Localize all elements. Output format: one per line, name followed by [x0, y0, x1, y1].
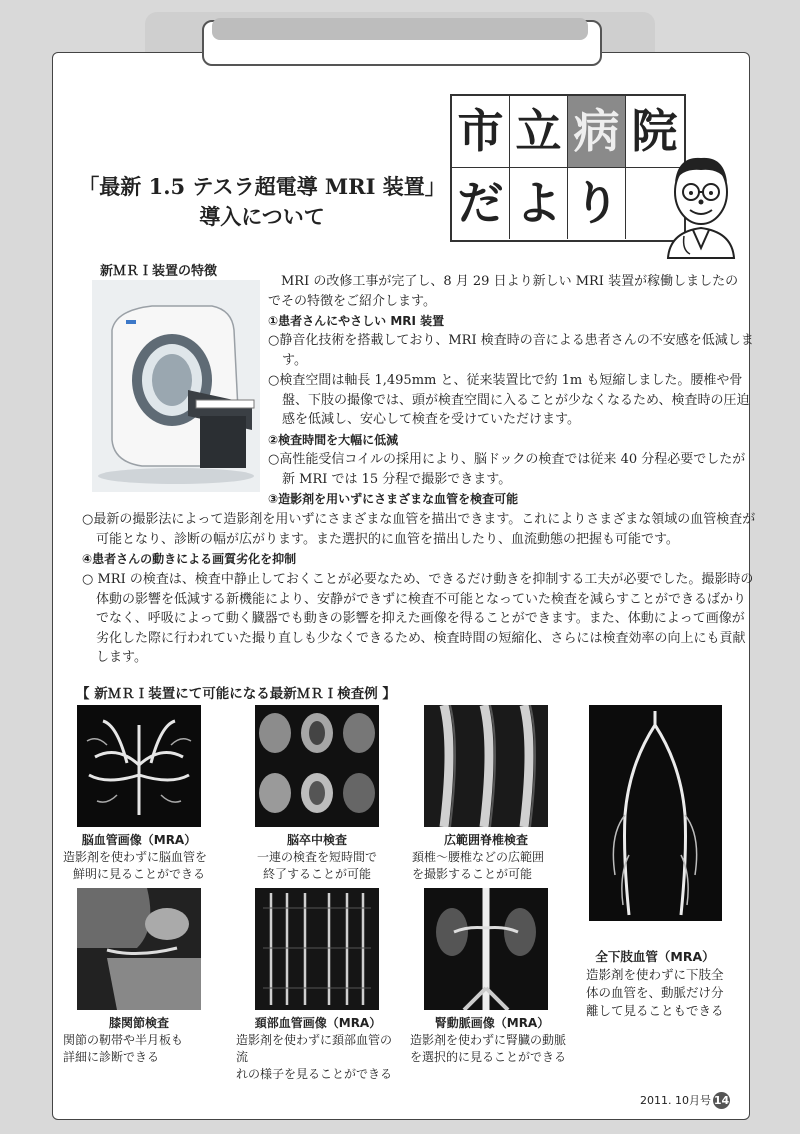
caption-desc: 一連の検査を短時間で	[256, 850, 377, 864]
spine-exam-image	[424, 705, 548, 827]
title-char: 立	[510, 96, 568, 168]
issue-label: 2011. 10月号	[640, 1094, 711, 1107]
stroke-exam-image	[255, 705, 379, 827]
feature-bullet: ○ MRI の検査は、検査中静止しておくことが必要なため、できるだけ動きを抑制する工夫が必要でした。撮影時の体動の影響を低減する新機能により、安静ができずに検査不可能となっていた検査を減らすことができるばかりでなく、呼吸によって動く臓器でも動きの影響を抑えた画像を得ることができます。また、体動によって画像が劣化した際に行われていた撮り直しも少なくできるため、検査時間の短縮化、さらには検査効率の向上にも貢献します。	[82, 572, 754, 665]
brain-mra-image	[77, 705, 201, 827]
feature-title-1: ①患者さんにやさしい MRI 装置	[268, 314, 445, 328]
caption-neck-mra	[236, 1015, 400, 1083]
title-char: り	[568, 168, 626, 239]
caption-desc: 関節の靭帯や半月板も	[63, 1033, 184, 1047]
caption-lower-limb-mra	[586, 948, 724, 1020]
renal-mra-image	[424, 888, 548, 1010]
caption-spine-exam	[412, 832, 560, 883]
doctor-illustration	[660, 152, 742, 262]
knee-exam-image	[77, 888, 201, 1010]
caption-title: 脳血管画像（MRA）	[81, 833, 197, 847]
caption-desc: 終了することが可能	[262, 867, 371, 881]
caption-renal-mra	[410, 1015, 574, 1066]
caption-desc: を選択的に見ることができる	[410, 1050, 567, 1064]
page-footer	[640, 1092, 730, 1109]
features-heading: 新ＭＲＩ装置の特徴	[100, 264, 218, 279]
caption-title: 全下肢血管（MRA）	[595, 949, 715, 964]
caption-desc: を撮影することが可能	[412, 867, 533, 881]
caption-title: 脳卒中検査	[286, 833, 347, 847]
feature-bullet: ○最新の撮影法によって造影剤を用いずにさまざまな血管を描出できます。これによりさまざまな領域の血管検査が可能となり、診断の幅が広がります。また選択的に血管を描出したり、血流動態の把握も可能です。	[82, 512, 756, 547]
feature-bullet: ○検査空間は軸長 1,495mm と、従来装置比で約 1m も短縮しました。腰椎や骨盤、下肢の撮像では、頭が検査空間に入ることが少なくなるため、検査時の圧迫感を低減し、安心して検査を受けていただけます。	[268, 373, 750, 427]
caption-desc: れの様子を見ることができる	[236, 1067, 393, 1081]
feature-bullet: ○高性能受信コイルの採用により、脳ドックの検査では従来 40 分程必要でしたが新 MRI では 15 分程で撮影できます。	[268, 452, 746, 487]
title-char: 市	[452, 96, 510, 168]
page-number: 14	[713, 1094, 730, 1107]
caption-title: 膝関節検査	[108, 1016, 169, 1030]
caption-title: 腎動脈画像（MRA）	[434, 1016, 550, 1030]
examples-heading: 【 新ＭＲＩ装置にて可能になる最新ＭＲＩ検査例 】	[76, 686, 396, 702]
feature-title-2: ②検査時間を大幅に低減	[268, 433, 399, 447]
caption-desc: 造影剤を使わずに脳血管を	[63, 850, 208, 864]
clipboard-clip-bar	[212, 18, 588, 40]
caption-desc: 造影剤を使わずに下肢全体の血管を、動脈だけ分離して見ることもできる	[586, 967, 724, 1018]
feature-bullet: ○静音化技術を搭載しており、MRI 検査時の音による患者さんの不安感を低減します。	[268, 333, 754, 368]
features-intro: MRI の改修工事が完了し、8 月 29 日より新しい MRI 装置が稼働しましたのでその特徴をご紹介します。	[268, 274, 739, 309]
headline	[72, 172, 452, 232]
title-char: だ	[452, 168, 510, 239]
caption-knee-exam	[63, 1015, 215, 1066]
caption-title: 頚部血管画像（MRA）	[254, 1016, 382, 1030]
headline-line2: 導入について	[199, 204, 325, 229]
title-char: 病	[568, 96, 626, 168]
title-char: 院	[626, 96, 683, 168]
caption-desc: 造影剤を使わずに頚部血管の流	[236, 1033, 393, 1064]
caption-stroke-exam	[244, 832, 390, 883]
title-box	[450, 94, 686, 242]
caption-title: 広範囲脊椎検査	[443, 833, 528, 847]
mri-machine-photo	[92, 280, 260, 492]
neck-mra-image	[255, 888, 379, 1010]
caption-desc: 頚椎～腰椎などの広範囲	[412, 850, 545, 864]
feature-title-4: ④患者さんの動きによる画質劣化を抑制	[82, 552, 297, 566]
lower-limb-mra-image	[589, 705, 722, 921]
title-char: よ	[510, 168, 568, 239]
feature-title-3: ③造影剤を用いずにさまざまな血管を検査可能	[268, 492, 519, 506]
caption-desc: 詳細に診断できる	[63, 1050, 160, 1064]
caption-desc: 造影剤を使わずに腎臓の動脈	[410, 1033, 567, 1047]
caption-desc: 鮮明に見ることができる	[72, 867, 205, 881]
headline-line1: 「最新 1.5 テスラ超電導 MRI 装置」	[78, 174, 446, 199]
caption-brain-mra	[63, 832, 215, 883]
